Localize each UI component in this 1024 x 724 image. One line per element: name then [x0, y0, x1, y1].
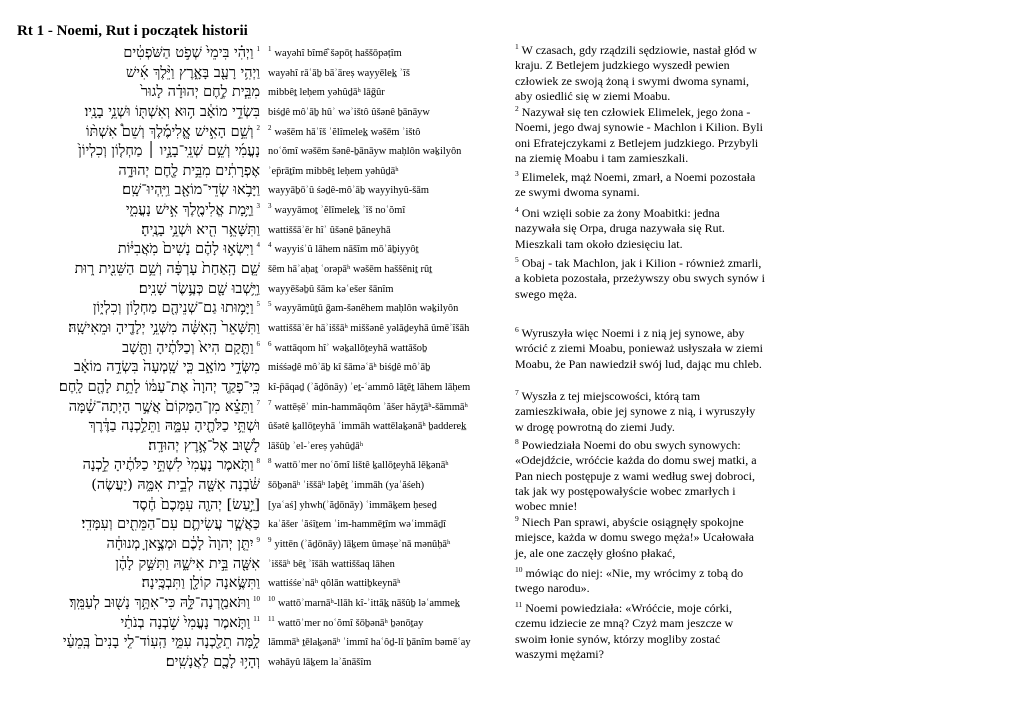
hebrew-line	[96, 83, 260, 103]
verse-number: 5	[268, 300, 272, 309]
verse-number: 2	[268, 123, 272, 132]
transliteration-line	[268, 319, 508, 339]
hebrew-line	[84, 103, 260, 123]
hebrew-line-text: אֶפְרָתִ֔ים מִבֵּ֥ית לֶ֖חֶם יְהוּדָ֑ה	[118, 162, 260, 179]
verse-number: 3	[268, 202, 272, 211]
transliteration-line	[268, 83, 508, 103]
verse-number: 6	[256, 339, 260, 348]
transliteration-line-text: miśśəḏê môʾāḇ kî šāməʿāʰ biśḏê môʾāḇ	[268, 362, 431, 374]
hebrew-line-text: וַיְהִ֗י בִּימֵי֙ שְׁפֹ֣ט הַשֹּׁפְטִ֔ים	[123, 45, 254, 61]
hebrew-line-text: וַיָּ֥מָת אֱלִימֶ֖לֶךְ אִ֣ישׁ נָעֳמִ֑י	[125, 202, 254, 219]
hebrew-line-text: וּשְׁתֵּ֥י כַלֹּתֶ֖יהָ עִמָּ֑הּ וַתֵּלַ֣כְנָה בַדֶּ֔רֶךְ	[88, 418, 260, 435]
transliteration-line	[268, 417, 508, 437]
transliteration-line-text: wattiśśeʾnāʰ qôlān wattiḇkeynāʰ	[268, 578, 401, 590]
transliteration-line-text: wayəhî bîmê̂ šəpōṭ haššōpəṭîm	[274, 48, 402, 59]
verse-number: 7	[268, 398, 272, 407]
verse-number: 10	[253, 594, 260, 603]
verse-number: 10	[268, 594, 275, 603]
hebrew-line-text: וְשֵׁ֣ם הָאִ֣ישׁ אֱֽלִימֶ֡לֶךְ וְשֵׁם֩ אִשְׁתּ֨וֹ	[85, 123, 254, 140]
hebrew-line-text: וַיֵּ֥שְׁבוּ שָׁ֖ם כְּעֶ֥שֶׂר שָׁנִֽים׃	[138, 280, 260, 297]
transliteration-line-text: wattēṣēʾ min-hammāqôm ʾăšer hāyṯāʰ-šāmmāʰ	[274, 401, 468, 413]
transliteration-line	[268, 437, 508, 457]
hebrew-line	[62, 633, 260, 653]
transliteration-line-text: wayyāḇōʾû śəḏê-môʾāḇ wayyihyû-šām	[268, 185, 430, 197]
hebrew-line-text: וְהָי֥וּ לָכֶ֖ם לַאֲנָשִֽׁים׃	[165, 653, 260, 670]
transliteration-line-text: wayəhî rāʿāḇ bāʾāreṣ wayyēlek̲ ʾîš	[268, 67, 410, 79]
transliteration-line-text: wattōʾmer noʿŏmî lištê ḵallōṯeyhā lēḵənāʰ	[274, 460, 449, 472]
transliteration-line	[268, 496, 508, 516]
hebrew-line-text: וַיִּשְׂא֣וּ לָהֶ֗ם נָשִׁים֙ מֹֽאֲבִיּ֔וֹת	[117, 241, 254, 258]
verse-number: 1	[256, 45, 260, 53]
transliteration-line-text: biśḏê môʾāḇ hûʾ wəʾištô ûšənê ḇānāyw	[268, 106, 430, 118]
transliteration-line	[268, 476, 508, 496]
hebrew-line	[91, 476, 260, 496]
hebrew-line-text: וַתֹּ֤אמֶר נָעֳמִי֙ לִשְׁתֵּ֣י כַלֹּתֶ֔יהָ לֵ֣כְנָה	[82, 457, 254, 474]
hebrew-line-text: כַּאֲשֶׁ֧ר עֲשִׂיתֶ֛ם עִם־הַמֵּתִ֖ים וְעִמָּדִֽי׃	[81, 516, 260, 533]
hebrew-line	[73, 358, 260, 378]
polish-verse: $^5$ Obaj - tak Machlon, jak i Kilion - również zmarli, a kobieta pozostała, przeżywszy obu swych synów i swego męża.	[515, 255, 765, 301]
transliteration-line	[268, 358, 508, 378]
hebrew-line-text: שֵׁ֤ם הָֽאַחַת֙ עָרְפָּ֔ה וְשֵׁ֥ם הַשֵּׁנִ֖ית ר֑וּת	[74, 261, 260, 278]
verse-number: 7	[256, 398, 260, 407]
transliteration-line	[268, 299, 508, 319]
hebrew-text-column	[58, 44, 260, 673]
transliteration-line	[268, 123, 508, 143]
verse-number: 9	[256, 536, 260, 545]
hebrew-line	[68, 398, 260, 418]
hebrew-line	[96, 181, 260, 201]
hebrew-line-text: מִשְּׂדֵ֣י מוֹאָ֑ב כִּ֤י שָֽׁמְעָה֙ בִּשְׂדֵ֣ה מוֹאָ֔ב	[73, 359, 260, 376]
hebrew-line-text: לָ֥מָּה תֵלַ֖כְנָה עִמִּ֑י הַֽעֽוֹד־לִ֤י בָנִים֙ בְּֽמֵעַ֔י	[62, 634, 260, 651]
hebrew-line-text: בִּשְׂדֵ֣י מוֹאָ֔ב ה֥וּא וְאִשְׁתּ֖וֹ וּשְׁנֵ֥י בָנָֽיו׃	[84, 103, 260, 120]
hebrew-line-text: וַתָּ֤קָם הִיא֙ וְכַלֹּתֶ֔יהָ וַתָּ֖שָׁב	[122, 339, 254, 356]
transliteration-line-text: noʿŏmî wəšēm šənê-ḇānāyw maḥlôn wəḵilyôn	[268, 146, 462, 158]
hebrew-line	[96, 64, 260, 84]
transliteration-line	[268, 162, 508, 182]
verse-number: 4	[268, 241, 272, 250]
transliteration-line-text: wattōʾmer noʿŏmî šōḇənāʰ ḇənōṯay	[277, 617, 424, 629]
hebrew-line	[69, 594, 260, 614]
polish-verse: $^7$ Wyszła z tej miejscowości, którą tam zamieszkiwała, obie jej synowe z nią, i wyruszyły w drogę powrotną do ziemi Judy.	[515, 388, 756, 434]
transliteration-line-text: wattiššāʾēr hîʾ ûšənê ḇāneyhā	[268, 224, 391, 236]
transliteration-line	[268, 240, 508, 260]
transliteration-line-text: ʾiššāʰ bêṯ ʾîšāh wattiššaq lāhen	[268, 558, 395, 570]
hebrew-line-text: יִתֵּ֤ן יְהוָה֙ לָכֶ֔ם וּמְצֶ֣אןָ מְנוּחָ֔ה	[106, 536, 254, 553]
polish-verse: $^2$ Nazywał się ten człowiek Elimelek, jego żona - Noemi, jego dwaj synowie - Machlon i Kilion. Byli oni Efratejczykami z Betlejem judzkiego. Przybyli na ziemię Moabu i tam zamieszkali.	[515, 104, 763, 165]
hebrew-line-text: וַיָּבֹ֥אוּ שְׂדֵי־מוֹאָ֖ב וַיִּֽהְיוּ־שָֽׁם׃	[122, 182, 260, 199]
transliteration-line	[268, 103, 508, 123]
transliteration-line	[268, 339, 508, 359]
hebrew-line	[81, 515, 260, 535]
polish-verse: $^3$ Elimelek, mąż Noemi, zmarł, a Noemi pozostała ze swymi dwoma synami.	[515, 169, 756, 200]
verse-number: 9	[268, 536, 272, 545]
verse-number: 8	[268, 457, 272, 466]
hebrew-line-text: וַיָּמ֥וּתוּ גַם־שְׁנֵיהֶ֖ם מַחְל֣וֹן וְכִלְי֑וֹן	[92, 300, 254, 317]
transliteration-line	[268, 633, 508, 653]
transliteration-line	[268, 221, 508, 241]
hebrew-line	[96, 201, 260, 221]
polish-verse: $^4$ Oni wzięli sobie za żony Moabitki: jedna nazywała się Orpa, druga nazywała się Rut. Mieszkali tam około dziesięciu lat.	[515, 205, 725, 251]
transliteration-line-text: wattāqom hîʾ wəḵallōṯeyhā wattāšoḇ	[274, 342, 428, 354]
transliteration-line	[268, 594, 508, 614]
hebrew-line	[96, 221, 260, 241]
transliteration-line	[268, 515, 508, 535]
page-title: Rt 1 - Noemi, Rut i początek historii	[17, 23, 248, 39]
hebrew-line	[96, 339, 260, 359]
transliteration-line-text: wattōʾmarnāʰ-llāh kî-ʾittāk̲ nāšûḇ ləʿammek̲	[278, 597, 460, 609]
transliteration-line	[268, 142, 508, 162]
hebrew-line	[96, 614, 260, 634]
polish-verse: $^1$ W czasach, gdy rządzili sędziowie, nastał głód w kraju. Z Betlejem judzkiego wyszedł pewien człowiek ze swoją żoną i swymi dwoma synami, aby osiedlić się w ziemi Moabu.	[515, 42, 757, 103]
hebrew-line	[85, 123, 260, 143]
hebrew-line-text: לָשׁ֖וּב אֶל־אֶ֥רֶץ יְהוּדָֽה׃	[148, 437, 260, 454]
transliteration-line-text: wəhāyû lāḵem laʾănāšîm	[268, 656, 372, 668]
hebrew-line	[74, 260, 260, 280]
hebrew-line	[68, 319, 260, 339]
verse-number: 5	[256, 300, 260, 309]
transliteration-line	[268, 280, 508, 300]
hebrew-line	[96, 44, 260, 64]
transliteration-line	[268, 44, 508, 64]
hebrew-line-text: [יַ֣עַשׂ] יְהוָ֤ה עִמָּכֶם֙ חֶ֔סֶד	[132, 496, 260, 513]
transliteration-line-text: šēm hāʾaḥaṯ ʿorəpāʰ wəšēm haššēniṯ rûṯ	[268, 264, 433, 276]
transliteration-line	[268, 181, 508, 201]
transliteration-line-text: wayyēšəḇû šām kəʿešer šānîm	[268, 283, 394, 295]
transliteration-line-text: wayyiśʾû lāhem nāšîm mōʾăḇiyyôṯ	[274, 244, 419, 256]
transliteration-line-text: wayyāmoṯ ʾĕlîmelek̲ ʾîš noʿŏmî	[274, 205, 406, 217]
hebrew-line	[96, 555, 260, 575]
transliteration-line-text: ûšətê ḵallōṯeyhā ʿimmāh wattēlaḵənāʰ ḇadderek̲	[268, 421, 467, 433]
hebrew-line	[96, 574, 260, 594]
polish-verse: $^6$ Wyruszyła więc Noemi i z nią jej synowe, aby wrócić z ziemi Moabu, ponieważ usłyszała w ziemi Moabu, że Pan nawiedził swój lud, dając mu chleb.	[515, 325, 763, 371]
transliteration-line	[268, 653, 508, 673]
transliteration-line-text: mibbêṯ leḥem yəhûḏāʰ lāḡûr	[268, 87, 385, 99]
verse-number: 11	[268, 614, 275, 623]
transliteration-line	[268, 201, 508, 221]
hebrew-line	[82, 456, 260, 476]
hebrew-line	[96, 653, 260, 673]
transliteration-line-text: ʾep̄rāṯîm mibbêṯ leḥem yəhûḏāʰ	[268, 165, 399, 177]
transliteration-line-text: šōḇənāʰ ʾiššāʰ ləḇêṯ ʾimmāh (yaʿăśeh)	[268, 480, 425, 492]
transliteration-line-text: wəšēm hāʾîš ʾĕlîmelek̲ wəšēm ʾištô	[274, 126, 421, 138]
hebrew-line-text: וַתִּשָּׁאֵ֥ר הִ֖יא וּשְׁנֵ֥י בָנֶֽיהָ׃	[141, 221, 260, 238]
verse-number: 6	[268, 339, 272, 348]
hebrew-line	[96, 162, 260, 182]
transliteration-line	[268, 456, 508, 476]
transliteration-line	[268, 64, 508, 84]
hebrew-line-text: וַיְהִ֥י רָעָ֖ב בָּאָ֑רֶץ וַיֵּ֨לֶךְ אִ֜ישׁ	[126, 64, 260, 81]
transliteration-line-text: kaʾăšer ʿăśîṯem ʿim-hammēṯîm wəʿimmāḏî	[268, 519, 447, 531]
hebrew-line	[78, 142, 260, 162]
transliteration-line	[268, 574, 508, 594]
polish-verse: $^{10}$ mówiąc do niej: «Nie, my wrócimy z tobą do twego narodu».	[515, 565, 744, 596]
verse-number: 2	[256, 123, 260, 132]
hebrew-line-text: שֹּׁ֔בְנָה אִשָּׁ֖ה לְבֵ֣ית אִמָּ֑הּ (יַעֲשֶׂה)	[91, 477, 260, 494]
transliteration-line	[268, 614, 508, 634]
verse-number: 4	[256, 241, 260, 250]
transliteration-line-text: wattiššāʾēr hāʾiššāʰ miššənê yəlāḏeyhā ûmēʾîšāh	[268, 322, 470, 334]
verse-number: 8	[256, 457, 260, 466]
hebrew-line-text: וַתֵּצֵ֗א מִן־הַמָּקוֹם֙ אֲשֶׁ֣ר הָיְתָה־שָׁ֔מָּה	[68, 398, 254, 415]
hebrew-line	[96, 437, 260, 457]
hebrew-line-text: נָעֳמִ֜י וְשֵׁ֥ם שְׁנֵֽי־בָנָ֣יו ׀ מַחְל֤וֹן וְכִלְיוֹן֙	[78, 143, 260, 160]
hebrew-line	[92, 299, 260, 319]
hebrew-line-text: מִבֵּ֧ית לֶ֣חֶם יְהוּדָ֗ה לָגוּר֙	[140, 84, 260, 101]
transliteration-line-text: kî-p̄āqaḏ (ʾăḏōnāy) ʾeṯ-ʿammô lāṯēṯ lāhem lāḥem	[268, 381, 471, 393]
transliteration-line-text: lāmmāʰ ṯēlaḵənāʰ ʿimmî haʿôḏ-lî ḇānîm bəmēʿay	[268, 637, 471, 649]
hebrew-line	[88, 417, 260, 437]
verse-number: 3	[256, 202, 260, 211]
hebrew-line-text: וַתִּשָּׁאֵר֙ הָֽאִשָּׁ֔ה מִשְּׁנֵ֥י יְלָדֶ֖יהָ וּמֵאִישָֽׁהּ׃	[68, 319, 260, 336]
hebrew-line-text: אִשָּׁ֖ה בֵּ֣ית אִישָׁ֑הּ וַתִּשַּׁ֣ק לָהֶ֔ן	[115, 555, 260, 572]
transliteration-line	[268, 535, 508, 555]
hebrew-line	[96, 535, 260, 555]
transliteration-line-text: lāšûḇ ʾel-ʾereṣ yəhûḏāʰ	[268, 440, 364, 452]
transliteration-line	[268, 260, 508, 280]
hebrew-line-text: וַתִּשֶּׂ֥אנָה קוֹלָ֖ן וַתִּבְכֶּֽינָה׃	[141, 575, 260, 592]
polish-verse: $^9$ Niech Pan sprawi, abyście osiągnęły spokojne miejsce, każda w domu swego męża!» Ucałowała je, ale one zaczęły głośno płakać,	[515, 514, 754, 560]
hebrew-line-text: וַתֹּ֤אמֶר נָעֳמִי֙ שֹׁ֣בְנָה בְנֹתַ֔י	[120, 614, 251, 631]
hebrew-line	[96, 240, 260, 260]
polish-verse: $^{11}$ Noemi powiedziała: «Wróćcie, moje córki, czemu idziecie ze mną? Czyż mam jeszcze w swoim łonie synów, którzy mogliby zostać waszymi mężami?	[515, 600, 734, 661]
polish-verse: $^8$ Powiedziała Noemi do obu swych synowych: «Odejdźcie, wróćcie każda do domu swej matki, a Pan niech postępuje z wami według swej dobroci, tak jak wy postępowałyście wobec zmarłych i wobec mnie!	[515, 437, 757, 514]
hebrew-line-text: וַתֹּאמַ֖רְנָה־לָּ֑הּ כִּי־אִתָּ֥ךְ נָשׁ֖וּב לְעַמֵּֽךְ׃	[69, 594, 250, 611]
hebrew-line	[58, 378, 260, 398]
transliteration-line	[268, 555, 508, 575]
verse-number: 11	[253, 614, 260, 623]
hebrew-line	[96, 280, 260, 300]
transliteration-line	[268, 398, 508, 418]
transliteration-line-text: yittēn (ʾăḏōnāy) lāḵem ûməṣeʾnā mənûḥāʰ	[274, 539, 451, 551]
hebrew-line	[96, 496, 260, 516]
transliteration-column	[268, 44, 508, 673]
hebrew-line-text: כִּֽי־פָקַ֤ד יְהוָה֙ אֶת־עַמּ֔וֹ לָתֵ֥ת לָהֶ֖ם לָֽחֶם׃	[58, 378, 260, 395]
transliteration-line-text: wayyāmûṯû ḡam-šənêhem maḥlôn wəḵilyôn	[274, 303, 459, 315]
transliteration-line-text: [yaʿaś] yhwh(ʾăḏōnāy) ʿimmāḵem ḥeseḏ	[268, 499, 437, 511]
transliteration-line	[268, 378, 508, 398]
verse-number: 1	[268, 45, 272, 53]
